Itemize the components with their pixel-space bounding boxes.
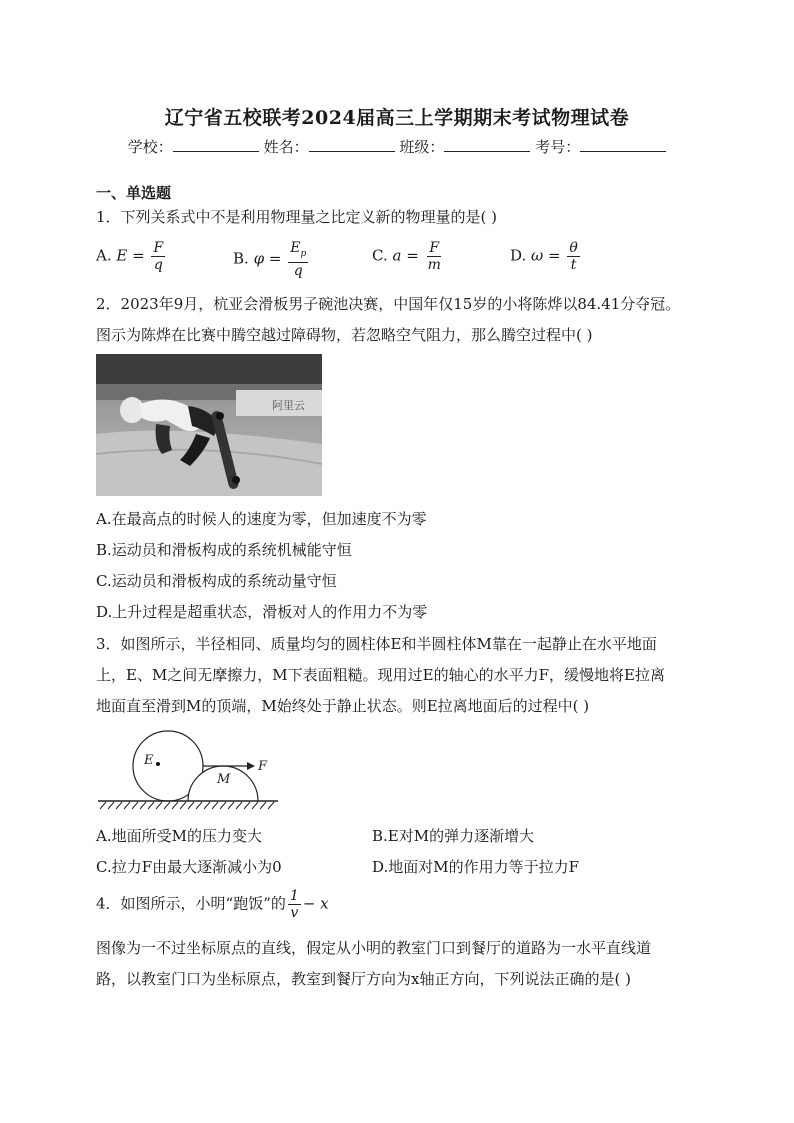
q2-stem-line1: 2．2023年9月，杭亚会滑板男子碗池决赛，中国年仅15岁的小将陈烨以84.41分夺冠。	[96, 295, 681, 313]
class-label: 班级：	[399, 138, 445, 156]
q3-option-c[interactable]: C.拉力F由最大逐渐减小为0	[96, 858, 282, 876]
banner-text: 阿里云	[272, 399, 305, 412]
q1-option-a[interactable]: A. E = $\frac{F}{q}$	[96, 240, 164, 273]
page-title: 辽宁省五校联考2024届高三上学期期末考试物理试卷	[164, 107, 630, 129]
q3-option-a[interactable]: A.地面所受M的压力变大	[96, 827, 262, 845]
student-info-row	[0, 136, 794, 157]
q2-option-c[interactable]: C.运动员和滑板构成的系统动量守恒	[96, 572, 337, 590]
q3-option-b[interactable]: B.E对M的弹力逐渐增大	[372, 827, 535, 845]
fraction: $\frac{E_p}{q}$	[290, 240, 307, 279]
q3-option-d[interactable]: D.地面对M的作用力等于拉力F	[372, 858, 580, 876]
fraction: $\frac{F}{q}$	[153, 240, 164, 273]
q4-stem-line3: 路，以教室门口为坐标原点，教室到餐厅方向为x轴正方向，下列说法正确的是( )	[96, 970, 631, 988]
school-label: 学校：	[127, 138, 173, 156]
number-blank[interactable]	[580, 137, 666, 152]
arrow-head	[247, 762, 255, 770]
q1-stem: 1．下列关系式中不是利用物理量之比定义新的物理量的是( )	[96, 208, 498, 226]
q4-stem-line2: 图像为一不过坐标原点的直线，假定从小明的教室门口到餐厅的道路为一水平直线道	[96, 939, 652, 957]
q2-stem-line2: 图示为陈烨在比赛中腾空越过障碍物，若忽略空气阻力，那么腾空过程中( )	[96, 326, 593, 344]
name-label: 姓名：	[263, 138, 309, 156]
q1-option-d[interactable]: D. ω = $\frac{\theta}{t}$	[510, 240, 578, 273]
class-blank[interactable]	[444, 137, 530, 152]
fraction: $\frac{\theta}{t}$	[569, 240, 578, 273]
number-label: 考号：	[535, 138, 581, 156]
q3-stem-line1: 3．如图所示，半径相同、质量均匀的圆柱体E和半圆柱体M靠在一起静止在水平地面	[96, 635, 657, 653]
label-f: F	[258, 759, 268, 774]
name-blank[interactable]	[309, 137, 395, 152]
school-blank[interactable]	[173, 137, 259, 152]
q4-stem-line1: 4．如图所示，小明“跑饭”的 $\frac{1}{v}$ − x	[96, 888, 329, 921]
cylinder-diagram	[96, 728, 286, 814]
q3-stem-line3: 地面直至滑到M的顶端，M始终处于静止状态。则E拉离地面后的过程中( )	[96, 697, 590, 715]
fraction-1-over-v: $\frac{1}{v}$	[289, 888, 299, 921]
label-e: E	[144, 753, 154, 768]
q3-stem-line2: 上，E、M之间无摩擦力，M下表面粗糙。现用过E的轴心的水平力F，缓慢地将E拉离	[96, 666, 665, 684]
fraction: $\frac{F}{m}$	[427, 240, 441, 273]
ground-hatching	[100, 802, 274, 809]
q2-option-a[interactable]: A.在最高点的时候人的速度为零，但加速度不为零	[96, 510, 427, 528]
skateboarder-photo	[96, 354, 322, 496]
section-heading: 一、单选题	[96, 184, 172, 202]
q2-option-b[interactable]: B.运动员和滑板构成的系统机械能守恒	[96, 541, 352, 559]
q2-option-d[interactable]: D.上升过程是超重状态，滑板对人的作用力不为零	[96, 603, 428, 621]
label-m: M	[217, 772, 231, 787]
q1-option-b[interactable]: B. φ = $\frac{E_p}{q}$	[233, 240, 307, 279]
q1-option-c[interactable]: C. a = $\frac{F}{m}$	[372, 240, 441, 273]
cylinder-e-center	[156, 762, 160, 766]
